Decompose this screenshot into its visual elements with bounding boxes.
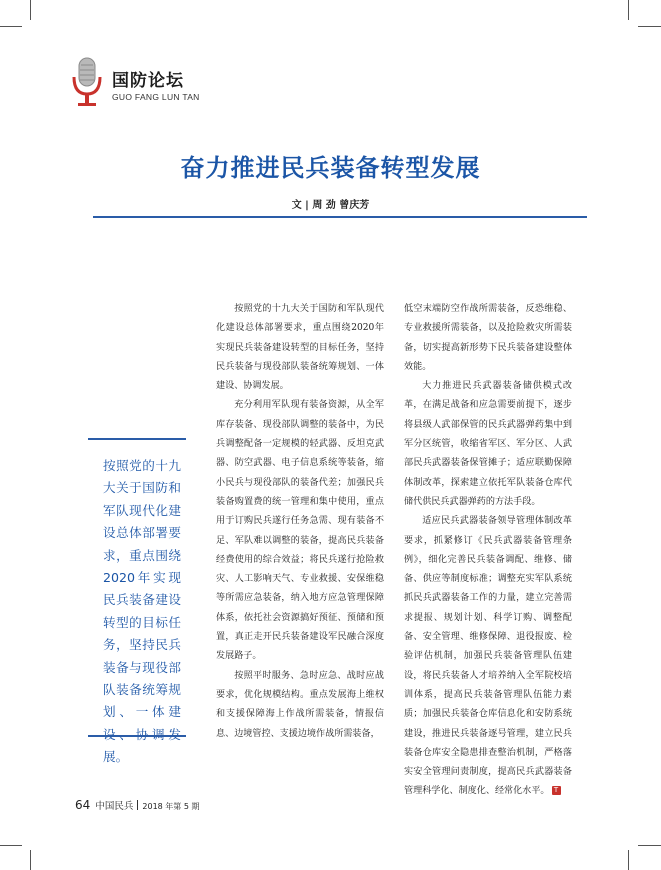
magazine-name: 中国民兵 — [95, 801, 134, 812]
page-number: 64 — [75, 798, 91, 812]
crop-mark — [0, 845, 22, 846]
body-paragraph-text: 适应民兵武器装备领导管理体制改革要求，抓紧修订《民兵武器装备管理条例》，细化完善民兵装备调配、维修、储备、供应等制度标准；调整充实军队系统抓民兵武器装备工作的力量，建立完善需求提报、规划计划、科学订购、调整配备、安全管理、维修保障、退役报废、检验评估机制，加强民兵装备管理队伍建设，将民兵装备人才培养纳入全军院校培训体系，提高民兵装备管理队伍能力素质；加强民兵装备仓库信息化和安防系统建设，推进民兵装备逐号管理，建立民兵装备仓库安全隐患排查整治机制，严格落实安全管理问责制度，提高民兵武器装备管理科学化、制度化、经常化水平。 — [404, 516, 572, 797]
pull-quote: 按照党的十九大关于国防和军队现代化建设总体部署要求，重点围绕2020年实现民兵装备建设转型的目标任务，坚持民兵装备与现役部队装备统筹规划、一体建 展。 — [103, 458, 181, 765]
crop-mark — [628, 850, 629, 870]
body-column-left — [216, 300, 384, 744]
section-subtitle: GUO FANG LUN TAN — [112, 92, 200, 102]
crop-mark — [638, 845, 661, 846]
section-title: 国防论坛 — [112, 71, 184, 91]
pull-quote-bottom-rule — [88, 735, 186, 737]
body-paragraph-continued: 低空末端防空作战所需装备，反恐维稳、专业救援所需装备，以及抢险救灾所需装备，切实提高新形势下民兵装备建设整体效能。 — [404, 304, 572, 372]
crop-mark — [0, 26, 22, 27]
microphone-icon — [70, 57, 104, 109]
body-paragraph-text: 按照平时服务、急时应急、战时应战要求，优化规模结构。重点发展海上维权和支援保障海上作战所需装备，情报信息、边境管控、支援边境作战所需装备， — [216, 670, 384, 739]
byline: 文 | 周 劲 曾庆芳 — [291, 200, 370, 211]
footer-separator — [137, 800, 138, 810]
body-paragraph: 大力推进民兵武器装备储供模式改革，在满足战备和应急需要前提下，逐步将县级人武部保管的民兵武器弹药集中到军分区统管，收缩省军区、军分区、人武部民兵武器装备保管摊子；适应联勤保障体制改革，探索建立依托军队装备仓库代储代供民兵武器弹药的方法手段。 — [404, 381, 572, 507]
body-paragraph — [216, 667, 384, 744]
article-title: 奋力推进民兵装备转型发展 — [180, 154, 481, 182]
body-column-right — [404, 300, 572, 802]
body-paragraph — [404, 512, 572, 801]
crop-mark — [628, 0, 629, 20]
title-divider — [93, 216, 587, 218]
crop-mark — [30, 0, 31, 20]
issue-label: 2018 年第 5 期 — [142, 802, 200, 811]
body-paragraph: 充分利用军队现有装备资源，从全军库存装备、现役部队调整的装备中，为民兵调整配备一定规模的轻武器、反坦克武器、防空武器、电子信息系统等装备，缩小民兵与现役部队的装备代差；加强民兵装备购置费的统一管理和集中使用，重点用于订购民兵遂行任务急需、现有装备不足、军队难以调整的装备，提高民兵装备经费使用的综合效益；将民兵遂行抢险救灾、人工影响天气、专业救援、安保维稳等所需应急装备，纳入地方应急管理保障体系，依托社会资源搞好预征、预储和预置，真正走开民兵装备建设军民融合深度发展路子。 — [216, 400, 384, 662]
pull-quote-top-rule — [88, 438, 186, 440]
end-mark-icon: T — [552, 786, 561, 795]
body-paragraph: 按照党的十九大关于国防和军队现代化建设总体部署要求，重点围绕2020年实现民兵装备建设转型的目标任务，坚持民兵装备与现役部队装备统筹规划、一体建设、协调发展。 — [216, 304, 384, 392]
page-footer — [75, 794, 199, 813]
crop-mark — [30, 850, 31, 870]
crop-mark — [638, 26, 661, 27]
